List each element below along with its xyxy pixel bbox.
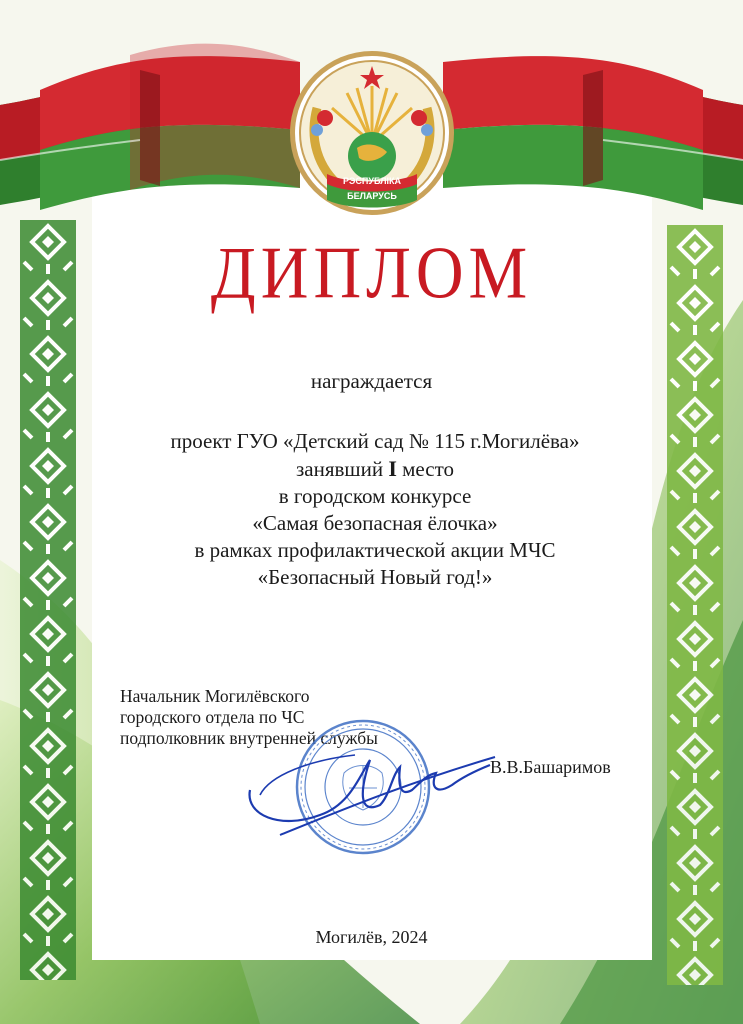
body-line-3: в городском конкурсе (278, 484, 472, 508)
signer-line-1: Начальник Могилёвского (120, 686, 310, 706)
body-line-4: «Самая безопасная ёлочка» (252, 511, 498, 535)
body-line-6: «Безопасный Новый год!» (257, 565, 493, 589)
signature (240, 735, 500, 845)
coat-of-arms (287, 48, 457, 218)
signer-line-2: городского отдела по ЧС (120, 707, 305, 727)
awarded-text: награждается (310, 369, 433, 393)
diploma-title: ДИПЛОМ (210, 232, 533, 315)
right-ornament-border (667, 225, 723, 985)
place-number: I (388, 456, 397, 481)
body-line-2-after: место (396, 457, 454, 481)
emblem-banner-bottom: БЕЛАРУСЬ (347, 191, 397, 201)
body-line-1: проект ГУО «Детский сад № 115 г.Могилёва» (170, 429, 580, 453)
emblem-banner-top: РЭСПУБЛІКА (342, 176, 402, 186)
body-line-2-before: занявший (296, 457, 389, 481)
body-line-2 (95, 455, 655, 483)
award-description (95, 428, 655, 591)
left-ornament-border (20, 220, 76, 980)
place-date: Могилёв, 2024 (315, 927, 428, 947)
signer-line-3: подполковник внутренней службы (120, 728, 378, 748)
signer-name: В.В.Башаримов (490, 757, 611, 777)
body-line-5: в рамках профилактической акции МЧС (194, 538, 556, 562)
